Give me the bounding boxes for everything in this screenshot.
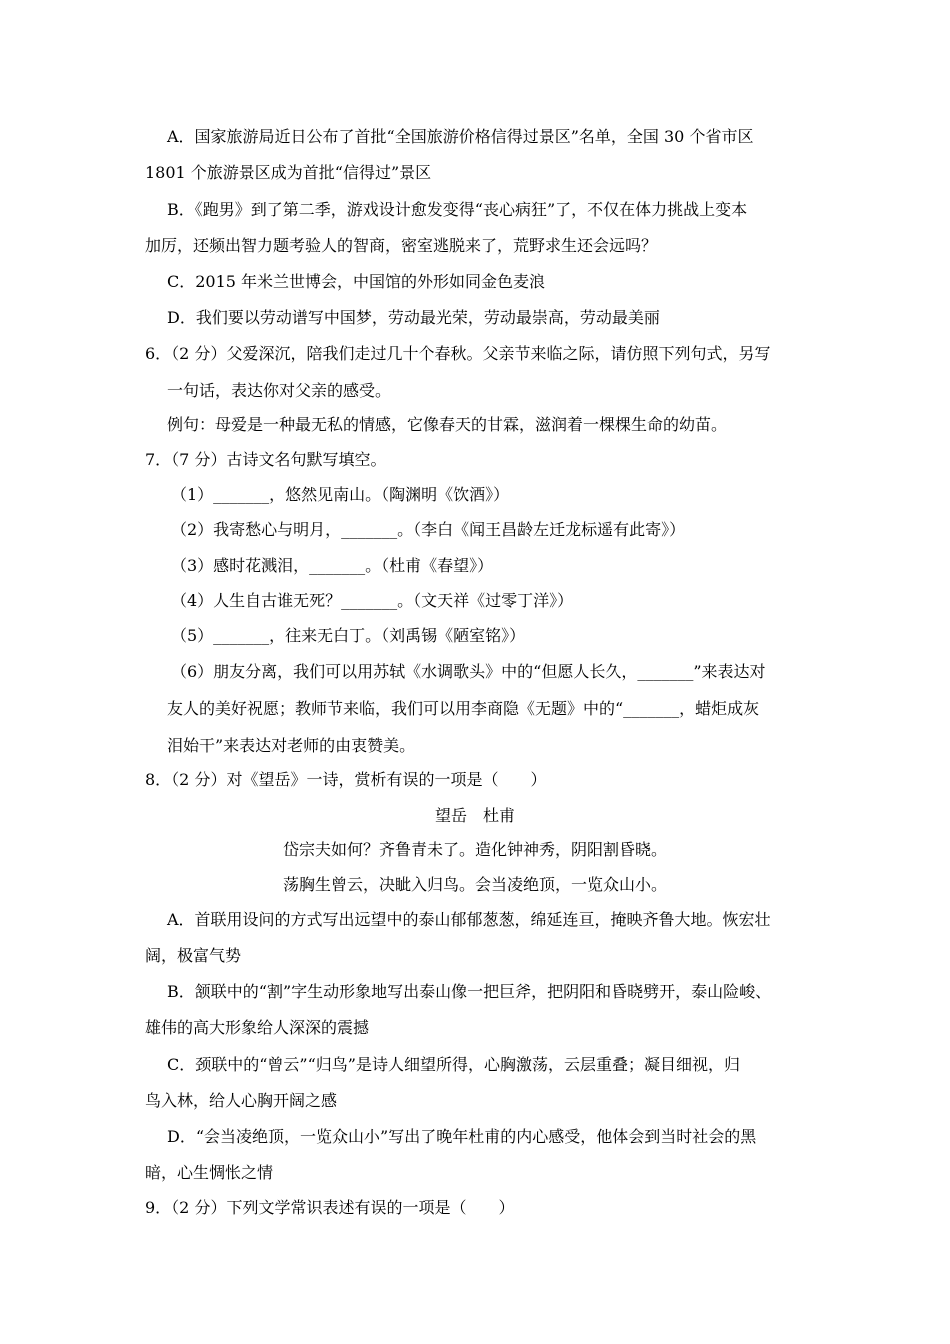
- q8-option-b-cont: 雄伟的高大形象给人深深的震撼: [145, 1018, 370, 1037]
- q8-option-d-cont: 暗，心生惆怅之情: [145, 1163, 274, 1182]
- q5-option-b-cont: 加厉，还频出智力题考验人的智商，密室逃脱来了，荒野求生还会远吗？: [145, 236, 658, 255]
- q8-option-c: C．颈联中的“曾云”“归鸟”是诗人细望所得，心胸激荡，云层重叠；凝目细视，归: [167, 1055, 740, 1074]
- q6-title: 6．（2 分）父爱深沉，陪我们走过几十个春秋。父亲节来临之际，请仿照下列句式，另写: [145, 344, 771, 363]
- q5-option-b: B．《跑男》到了第二季，游戏设计愈发变得“丧心病狂”了，不仅在体力挑战上变本: [167, 200, 748, 219]
- poem-line-2: 荡胸生曾云，决眦入归鸟。会当凌绝顶，一览众山小。: [282, 875, 667, 894]
- q8-title: 8．（2 分）对《望岳》一诗，赏析有误的一项是（ ）: [145, 770, 547, 789]
- q7-item-3: （3）感时花溅泪，_______。（杜甫《春望》）: [171, 556, 494, 575]
- q5-option-d: D．我们要以劳动谱写中国梦，劳动最光荣，劳动最崇高，劳动最美丽: [167, 308, 660, 327]
- q8-option-d: D．“会当凌绝顶，一览众山小”写出了晚年杜甫的内心感受，他体会到当时社会的黑: [167, 1127, 757, 1146]
- q9-title: 9．（2 分）下列文学常识表述有误的一项是（ ）: [145, 1198, 515, 1217]
- q5-option-a: A．国家旅游局近日公布了首批“全国旅游价格信得过景区”名单，全国 30 个省市区: [167, 127, 754, 146]
- q7-item-6-cont1: 友人的美好祝愿；教师节来临，我们可以用李商隐《无题》中的“_______，蜡炬成灰: [167, 699, 760, 718]
- q7-title: 7．（7 分）古诗文名句默写填空。: [145, 450, 387, 469]
- q6-title-cont: 一句话，表达你对父亲的感受。: [167, 381, 392, 400]
- q8-option-b: B．颔联中的“割”字生动形象地写出泰山像一把巨斧，把阴阳和昏晓劈开，泰山险峻、: [167, 982, 772, 1001]
- q7-item-6-cont2: 泪始干”来表达对老师的由衷赞美。: [167, 736, 416, 755]
- q6-example: 例句：母爱是一种最无私的情感，它像春天的甘霖，滋润着一棵棵生命的幼苗。: [167, 415, 728, 434]
- q7-item-2: （2）我寄愁心与明月，_______。（李白《闻王昌龄左迁龙标遥有此寄》）: [171, 520, 686, 539]
- q7-item-5: （5）_______，往来无白丁。（刘禹锡《陋室铭》）: [171, 626, 526, 645]
- poem-title: 望岳 杜甫: [434, 806, 515, 825]
- q7-item-1: （1）_______，悠然见南山。（陶渊明《饮酒》）: [171, 485, 510, 504]
- q8-option-c-cont: 鸟入林，给人心胸开阔之感: [145, 1091, 338, 1110]
- q7-item-4: （4）人生自古谁无死？_______。（文天祥《过零丁洋》）: [171, 591, 574, 610]
- q7-item-6: （6）朋友分离，我们可以用苏轼《水调歌头》中的“但愿人长久，_______”来表达对: [171, 662, 766, 681]
- poem-line-1: 岱宗夫如何？齐鲁青未了。造化钟神秀，阴阳割昏晓。: [282, 840, 667, 859]
- q8-option-a: A．首联用设问的方式写出远望中的泰山郁郁葱葱，绵延连亘，掩映齐鲁大地。恢宏壮: [167, 910, 771, 929]
- q5-option-c: C．2015 年米兰世博会，中国馆的外形如同金色麦浪: [167, 272, 546, 291]
- q8-option-a-cont: 阔，极富气势: [145, 946, 242, 965]
- q5-option-a-cont: 1801 个旅游景区成为首批“信得过”景区: [145, 163, 432, 182]
